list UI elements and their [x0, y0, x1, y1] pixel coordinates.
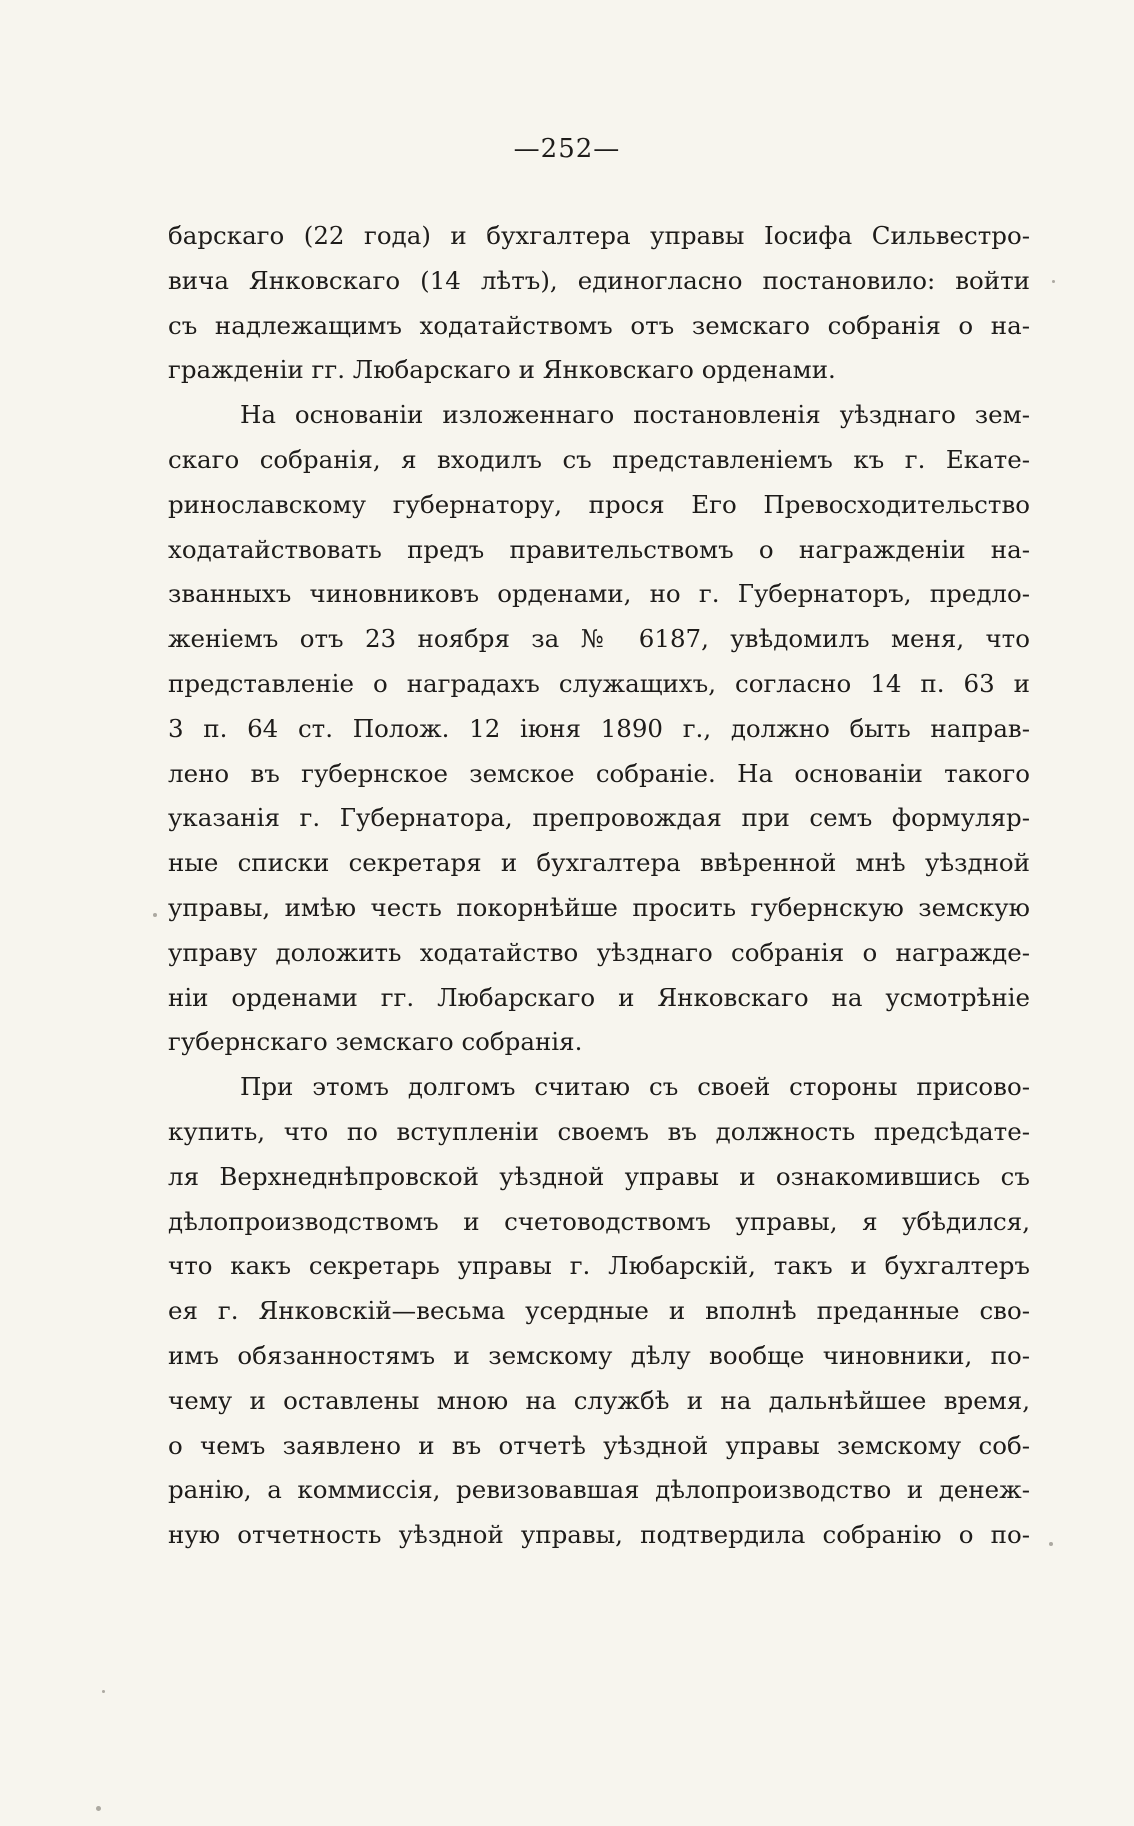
text-line: женіемъ отъ 23 ноября за № 6187, увѣдомилъ меня, что	[168, 624, 1030, 654]
text-line: скаго собранія, я входилъ съ представленіемъ къ г. Екате-	[168, 444, 1030, 474]
text-line: купить, что по вступленіи своемъ въ должность предсѣдате-	[168, 1116, 1030, 1146]
paper-speck	[1049, 1542, 1053, 1546]
text-line: ея г. Янковскій—весьма усердные и вполнѣ преданные сво-	[168, 1296, 1030, 1326]
text-line: управу доложить ходатайство уѣзднаго собранія о награжде-	[168, 937, 1030, 967]
text-line: о чемъ заявлено и въ отчетѣ уѣздной управы земскому соб-	[168, 1430, 1030, 1460]
paragraph-1	[168, 214, 1030, 393]
text-line: ніи орденами гг. Любарскаго и Янковскаго на усмотрѣніе	[168, 982, 1030, 1012]
text-line: съ надлежащимъ ходатайствомъ отъ земскаго собранія о на-	[168, 310, 1030, 340]
text-line: представленіе о наградахъ служащихъ, согласно 14 п. 63 и	[168, 668, 1030, 698]
text-line: ходатайствовать предъ правительствомъ о награжденіи на-	[168, 534, 1030, 564]
text-line: На основаніи изложеннаго постановленія уѣзднаго зем-	[240, 400, 1030, 430]
text-line: губернскаго земскаго собранія.	[168, 1027, 583, 1057]
text-line: указанія г. Губернатора, препровождая при семъ формуляр-	[168, 803, 1030, 833]
text-line: ля Верхнеднѣпровской уѣздной управы и ознакомившись съ	[168, 1161, 1030, 1191]
text-line: гражденіи гг. Любарскаго и Янковскаго орденами.	[168, 355, 836, 385]
text-line: управы, имѣю честь покорнѣйше просить губернскую земскую	[168, 892, 1030, 922]
text-line: дѣлопроизводствомъ и счетоводствомъ управы, я убѣдился,	[168, 1206, 1030, 1236]
text-line: званныхъ чиновниковъ орденами, но г. Губернаторъ, предло-	[168, 579, 1030, 609]
text-line: чему и оставлены мною на службѣ и на дальнѣйшее время,	[168, 1385, 1030, 1415]
text-line: ные списки секретаря и бухгалтера ввѣренной мнѣ уѣздной	[168, 848, 1030, 878]
text-line: барскаго (22 года) и бухгалтера управы Іосифа Сильвестро-	[168, 221, 1030, 250]
paper-speck	[1052, 280, 1055, 283]
text-line: 3 п. 64 ст. Полож. 12 іюня 1890 г., должно быть направ-	[168, 713, 1030, 743]
text-line: ную отчетность уѣздной управы, подтвердила собранію о по-	[168, 1520, 1030, 1550]
text-line: При этомъ долгомъ считаю съ своей стороны присово-	[240, 1072, 1030, 1102]
paragraph-3	[168, 1065, 1030, 1558]
text-line: имъ обязанностямъ и земскому дѣлу вообще чиновники, по-	[168, 1340, 1030, 1370]
text-line: лено въ губернское земское собраніе. На основаніи такого	[168, 758, 1030, 788]
text-line: ринославскому губернатору, прося Его Превосходительство	[168, 489, 1030, 519]
paragraph-2	[168, 393, 1030, 1065]
body-text	[168, 214, 1030, 1558]
paper-speck	[153, 913, 157, 917]
text-line: ранію, а коммиссія, ревизовавшая дѣлопроизводство и денеж-	[168, 1475, 1030, 1505]
paper-speck	[96, 1806, 101, 1811]
text-line: что какъ секретарь управы г. Любарскій, такъ и бухгалтеръ	[168, 1251, 1030, 1281]
page-number: —252—	[513, 134, 621, 164]
text-line: вича Янковскаго (14 лѣтъ), единогласно постановило: войти	[168, 265, 1030, 295]
paper-speck	[102, 1690, 105, 1693]
